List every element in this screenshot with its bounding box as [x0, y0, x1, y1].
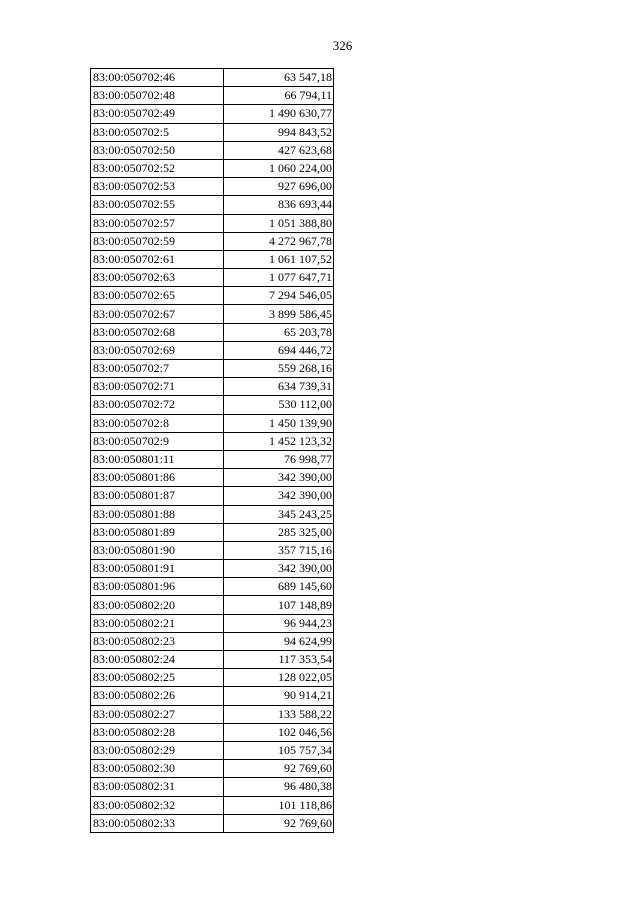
cadastral-number-cell: 83:00:050702:52 [91, 159, 224, 177]
table-row [91, 760, 334, 778]
table-row [91, 669, 334, 687]
cadastral-number-cell: 83:00:050702:46 [91, 69, 224, 87]
cadastral-number-cell: 83:00:050702:57 [91, 214, 224, 232]
cadastral-number-cell: 83:00:050801:87 [91, 487, 224, 505]
table-row [91, 323, 334, 341]
value-cell: 3 899 586,45 [224, 305, 334, 323]
value-cell: 96 944,23 [224, 614, 334, 632]
value-cell: 694 446,72 [224, 341, 334, 359]
table-row [91, 778, 334, 796]
value-cell: 836 693,44 [224, 196, 334, 214]
cadastral-number-cell: 83:00:050702:55 [91, 196, 224, 214]
table-body [91, 69, 334, 833]
value-cell: 1 077 647,71 [224, 269, 334, 287]
cadastral-number-cell: 83:00:050801:89 [91, 523, 224, 541]
cadastral-value-table [90, 68, 334, 833]
cadastral-number-cell: 83:00:050702:53 [91, 178, 224, 196]
table-row [91, 651, 334, 669]
cadastral-number-cell: 83:00:050702:63 [91, 269, 224, 287]
value-cell: 1 452 123,32 [224, 432, 334, 450]
table-row [91, 196, 334, 214]
table-row [91, 69, 334, 87]
cadastral-number-cell: 83:00:050702:61 [91, 250, 224, 268]
table-row [91, 360, 334, 378]
cadastral-number-cell: 83:00:050702:9 [91, 432, 224, 450]
value-cell: 107 148,89 [224, 596, 334, 614]
value-cell: 90 914,21 [224, 687, 334, 705]
value-cell: 105 757,34 [224, 741, 334, 759]
value-cell: 530 112,00 [224, 396, 334, 414]
table-row [91, 614, 334, 632]
value-cell: 63 547,18 [224, 69, 334, 87]
cadastral-number-cell: 83:00:050801:11 [91, 450, 224, 468]
value-cell: 1 060 224,00 [224, 159, 334, 177]
cadastral-number-cell: 83:00:050702:7 [91, 360, 224, 378]
value-cell: 689 145,60 [224, 578, 334, 596]
value-cell: 342 390,00 [224, 560, 334, 578]
value-cell: 117 353,54 [224, 651, 334, 669]
value-cell: 559 268,16 [224, 360, 334, 378]
cadastral-number-cell: 83:00:050702:8 [91, 414, 224, 432]
value-cell: 1 061 107,52 [224, 250, 334, 268]
table-row [91, 232, 334, 250]
table-row [91, 741, 334, 759]
value-cell: 1 450 139,90 [224, 414, 334, 432]
value-cell: 128 022,05 [224, 669, 334, 687]
value-cell: 94 624,99 [224, 632, 334, 650]
cadastral-number-cell: 83:00:050702:5 [91, 123, 224, 141]
table-row [91, 432, 334, 450]
cadastral-number-cell: 83:00:050702:72 [91, 396, 224, 414]
table-row [91, 341, 334, 359]
table-row [91, 469, 334, 487]
value-cell: 357 715,16 [224, 541, 334, 559]
cadastral-number-cell: 83:00:050802:28 [91, 723, 224, 741]
value-cell: 7 294 546,05 [224, 287, 334, 305]
table-row [91, 632, 334, 650]
cadastral-number-cell: 83:00:050801:86 [91, 469, 224, 487]
cadastral-number-cell: 83:00:050802:26 [91, 687, 224, 705]
cadastral-number-cell: 83:00:050801:90 [91, 541, 224, 559]
table-row [91, 414, 334, 432]
value-cell: 101 118,86 [224, 796, 334, 814]
cadastral-number-cell: 83:00:050702:69 [91, 341, 224, 359]
value-cell: 1 051 388,80 [224, 214, 334, 232]
table-row [91, 578, 334, 596]
table-row [91, 505, 334, 523]
value-cell: 285 325,00 [224, 523, 334, 541]
value-cell: 96 480,38 [224, 778, 334, 796]
table-row [91, 523, 334, 541]
cadastral-number-cell: 83:00:050801:91 [91, 560, 224, 578]
value-cell: 342 390,00 [224, 469, 334, 487]
table-row [91, 141, 334, 159]
table-row [91, 378, 334, 396]
value-cell: 634 739,31 [224, 378, 334, 396]
value-cell: 92 769,60 [224, 760, 334, 778]
cadastral-number-cell: 83:00:050802:32 [91, 796, 224, 814]
value-cell: 65 203,78 [224, 323, 334, 341]
table-row [91, 105, 334, 123]
value-cell: 342 390,00 [224, 487, 334, 505]
value-cell: 345 243,25 [224, 505, 334, 523]
table-row [91, 596, 334, 614]
value-cell: 1 490 630,77 [224, 105, 334, 123]
cadastral-number-cell: 83:00:050801:96 [91, 578, 224, 596]
table-row [91, 560, 334, 578]
cadastral-number-cell: 83:00:050702:59 [91, 232, 224, 250]
table-row [91, 487, 334, 505]
cadastral-number-cell: 83:00:050802:24 [91, 651, 224, 669]
value-cell: 427 623,68 [224, 141, 334, 159]
table-row [91, 814, 334, 832]
value-cell: 4 272 967,78 [224, 232, 334, 250]
table-row [91, 305, 334, 323]
table-row [91, 796, 334, 814]
table-row [91, 250, 334, 268]
table-row [91, 541, 334, 559]
cadastral-number-cell: 83:00:050802:23 [91, 632, 224, 650]
table-row [91, 269, 334, 287]
cadastral-number-cell: 83:00:050802:20 [91, 596, 224, 614]
table-row [91, 178, 334, 196]
cadastral-number-cell: 83:00:050702:67 [91, 305, 224, 323]
table-row [91, 214, 334, 232]
table-row [91, 687, 334, 705]
cadastral-number-cell: 83:00:050802:33 [91, 814, 224, 832]
cadastral-number-cell: 83:00:050702:65 [91, 287, 224, 305]
cadastral-number-cell: 83:00:050702:48 [91, 87, 224, 105]
value-cell: 92 769,60 [224, 814, 334, 832]
table-row [91, 396, 334, 414]
table-row [91, 87, 334, 105]
table-row [91, 450, 334, 468]
value-cell: 994 843,52 [224, 123, 334, 141]
table-row [91, 723, 334, 741]
value-cell: 76 998,77 [224, 450, 334, 468]
table-row [91, 123, 334, 141]
table-row [91, 287, 334, 305]
page-number: 326 [332, 38, 353, 53]
cadastral-number-cell: 83:00:050802:27 [91, 705, 224, 723]
cadastral-number-cell: 83:00:050801:88 [91, 505, 224, 523]
value-cell: 102 046,56 [224, 723, 334, 741]
value-cell: 66 794,11 [224, 87, 334, 105]
table-row [91, 159, 334, 177]
cadastral-number-cell: 83:00:050702:68 [91, 323, 224, 341]
cadastral-number-cell: 83:00:050702:50 [91, 141, 224, 159]
cadastral-number-cell: 83:00:050702:49 [91, 105, 224, 123]
cadastral-number-cell: 83:00:050802:31 [91, 778, 224, 796]
cadastral-number-cell: 83:00:050802:29 [91, 741, 224, 759]
cadastral-number-cell: 83:00:050802:25 [91, 669, 224, 687]
table-row [91, 705, 334, 723]
cadastral-number-cell: 83:00:050702:71 [91, 378, 224, 396]
cadastral-number-cell: 83:00:050802:21 [91, 614, 224, 632]
value-cell: 133 588,22 [224, 705, 334, 723]
value-cell: 927 696,00 [224, 178, 334, 196]
cadastral-number-cell: 83:00:050802:30 [91, 760, 224, 778]
